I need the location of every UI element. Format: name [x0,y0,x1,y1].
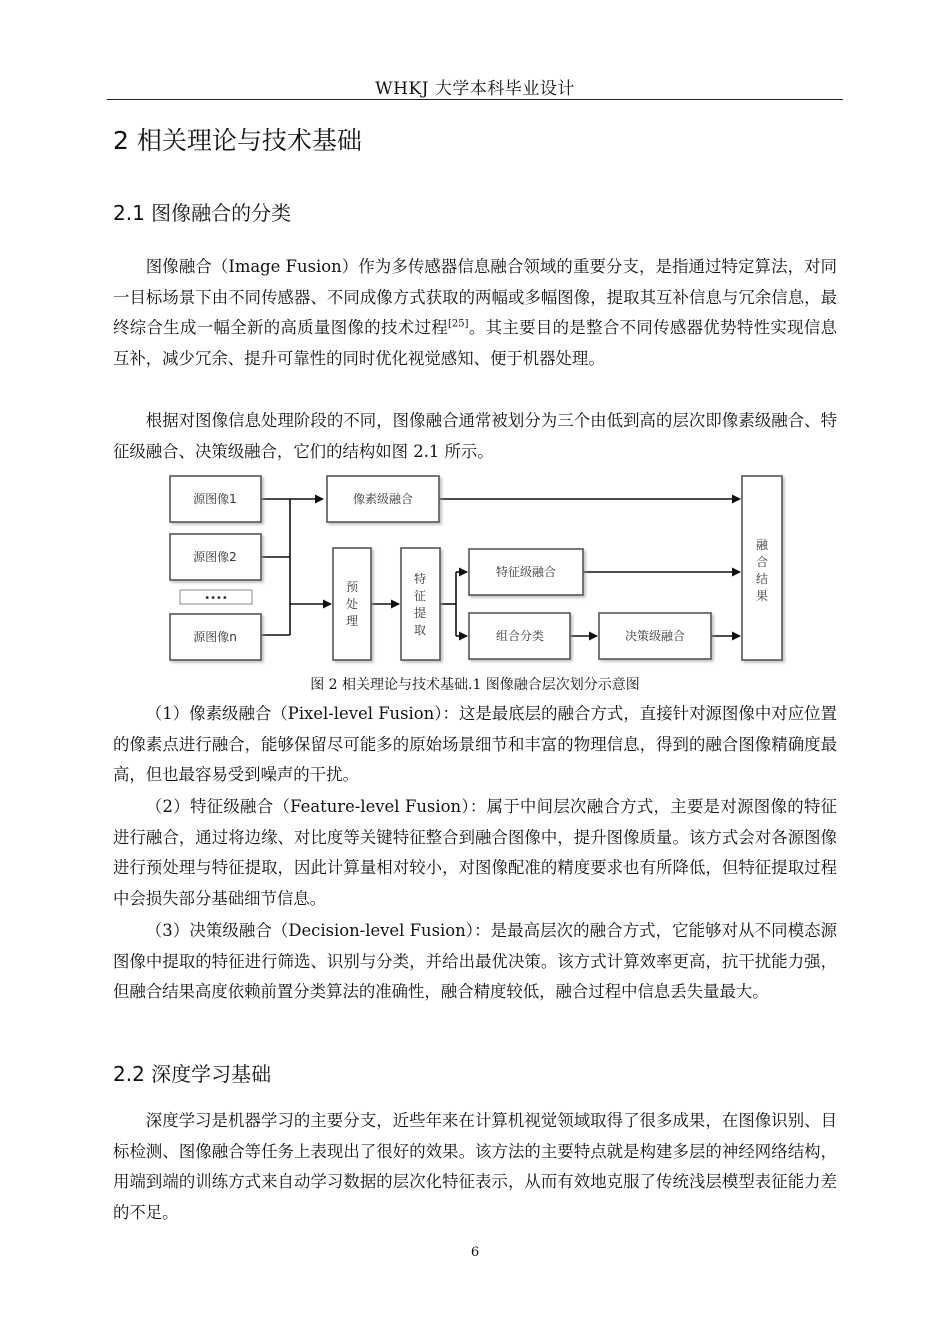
preprocessing-char-2: 处 [345,597,359,611]
citation: [25] [447,318,469,330]
figure-caption: 图 2 相关理论与技术基础.1 图像融合层次划分示意图 [310,677,640,693]
section-title-2-1: 2.1 图像融合的分类 [113,201,292,225]
fusion-result-char-1: 融 [755,538,769,552]
feature-level-fusion-label: 特征级融合 [495,565,557,579]
paragraph-pixel-level: （1）像素级融合（Pixel-level Fusion）：这是最底层的融合方式，直接针对源图像中对应位置的像素点进行融合，能够保留尽可能多的原始场景细节和丰富的物理信息，得到的融合图像精确度最高，但也最容易受到噪声的干扰。 [113,704,837,784]
fusion-result-char-4: 果 [755,589,769,603]
chapter-title: 2 相关理论与技术基础 [113,126,362,155]
paragraph-decision-level: （3）决策级融合（Decision-level Fusion）：是最高层次的融合方式，它能够对从不同模态源图像中提取的特征进行筛选、识别与分类，并给出最优决策。该方式计算效率更高，抗干扰能力强，但融合结果高度依赖前置分类算法的准确性，融合精度较低，融合过程中信息丢失量最大。 [113,921,837,1001]
combined-classification-label: 组合分类 [495,629,545,643]
feature-extraction-char-2: 征 [413,589,427,603]
header-rule [107,99,843,100]
fusion-result-char-2: 合 [755,555,769,569]
source-image-1-label: 源图像1 [193,492,237,506]
source-image-2-label: 源图像2 [193,550,237,564]
feature-extraction-char-1: 特 [413,572,427,586]
paragraph-text-tail: 。其主要目的是整合不同传感器优势特性实现信息互补，减少冗余、提升可靠性的同时优化视觉感知、便于机器处理。 [113,318,837,368]
paragraph-feature-level: （2）特征级融合（Feature-level Fusion）：属于中间层次融合方式，主要是对源图像的特征进行融合，通过将边缘、对比度等关键特征整合到融合图像中，提升图像质量。该方式会对各源图像进行预处理与特征提取，因此计算量相对较小，对图像配准的精度要求也有所降低，但特征提取过程中会损失部分基础细节信息。 [113,797,837,908]
preprocessing-char-3: 理 [345,614,359,628]
fusion-result-char-3: 结 [755,572,769,586]
paragraph-text: 图像融合（Image Fusion）作为多传感器信息融合领域的重要分支，是指通过特定算法，对同一目标场景下由不同传感器、不同成像方式获取的两幅或多幅图像，提取其互补信息与冗余信息，最终综合生成一幅全新的高质量图像的技术过程 [113,257,837,337]
feature-extraction-char-3: 提 [413,606,427,620]
feature-extraction-box [401,548,440,660]
ellipsis-label: •••• [204,593,228,604]
paragraph-fusion-levels: 根据对图像信息处理阶段的不同，图像融合通常被划分为三个由低到高的层次即像素级融合、特征级融合、决策级融合，它们的结构如图 2.1 所示。 [113,411,837,461]
section-title-2-2: 2.2 深度学习基础 [113,1062,272,1086]
fusion-levels-diagram [160,468,790,668]
source-image-n-label: 源图像n [193,630,237,644]
paragraph-image-fusion-definition [113,252,837,374]
feature-extraction-char-4: 取 [413,623,427,637]
pixel-level-fusion-label: 像素级融合 [352,492,414,506]
page-header: WHKJ 大学本科毕业设计 [375,79,575,99]
paragraph-deep-learning: 深度学习是机器学习的主要分支，近些年来在计算机视觉领域取得了很多成果，在图像识别、目标检测、图像融合等任务上表现出了很好的效果。该方法的主要特点就是构建多层的神经网络结构，用端到端的训练方式来自动学习数据的层次化特征表示，从而有效地克服了传统浅层模型表征能力差的不足。 [113,1111,837,1222]
page-number: 6 [470,1245,480,1260]
preprocessing-char-1: 预 [345,580,359,594]
decision-level-fusion-label: 决策级融合 [624,629,686,643]
